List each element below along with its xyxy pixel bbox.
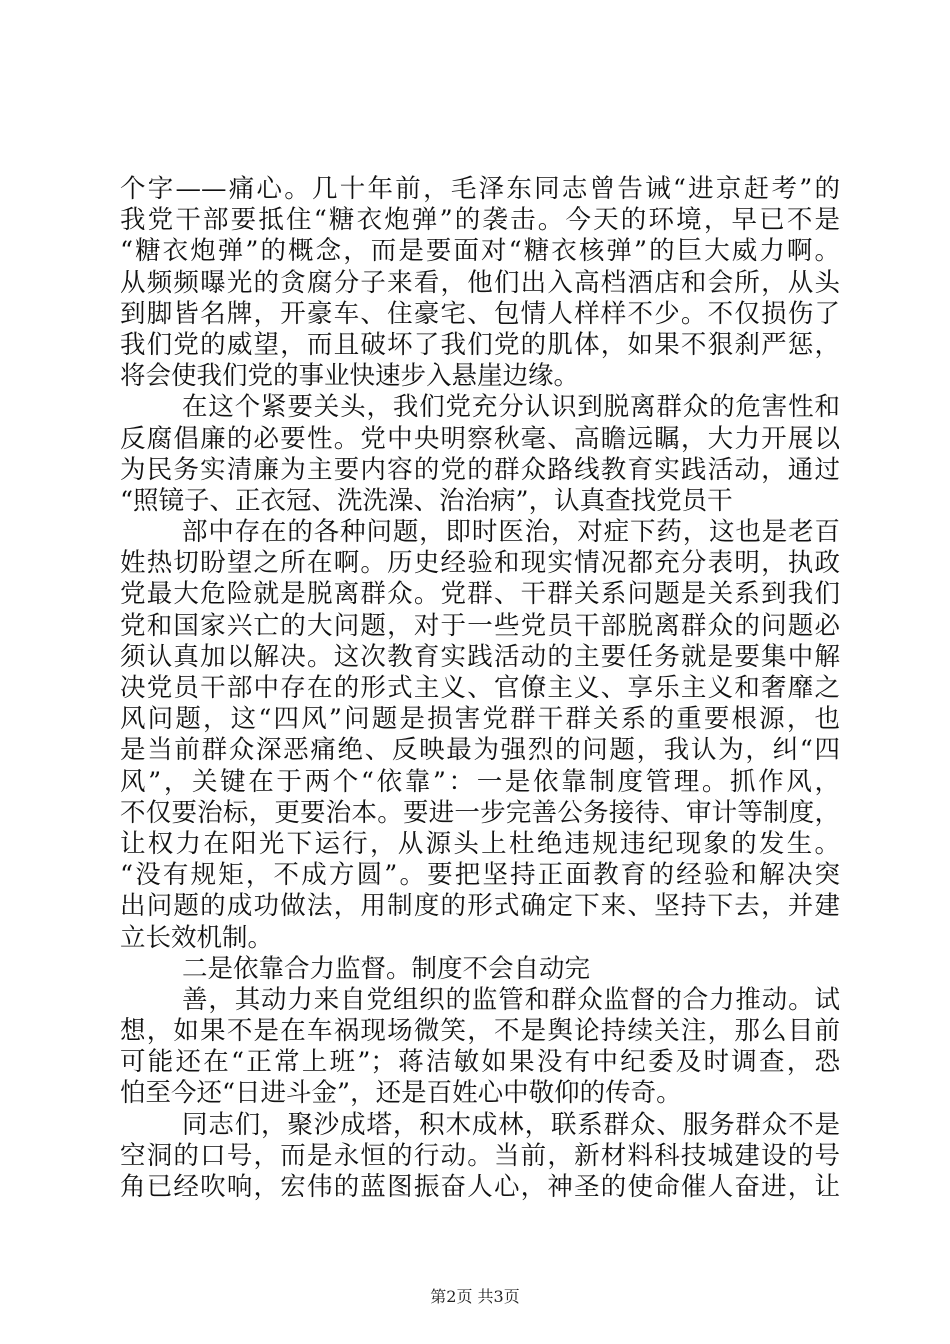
text-line: 同志们，聚沙成塔，积木成林，联系群众、服务群众不是 xyxy=(182,1109,840,1140)
text-line: 须认真加以解决。这次教育实践活动的主要任务就是要集中解 xyxy=(120,641,840,672)
text-line: 让权力在阳光下运行，从源头上杜绝违规违纪现象的发生。 xyxy=(120,828,840,859)
text-line: 风问题，这“四风”问题是损害党群干群关系的重要根源，也 xyxy=(120,704,840,735)
text-line: 姓热切盼望之所在啊。历史经验和现实情况都充分表明，执政 xyxy=(120,548,840,579)
document-body xyxy=(120,174,840,1203)
text-line: 立长效机制。 xyxy=(120,922,274,953)
text-line: 我们党的威望，而且破坏了我们党的肌体，如果不狠刹严惩， xyxy=(120,329,840,360)
text-line: 党和国家兴亡的大问题，对于一些党员干部脱离群众的问题必 xyxy=(120,610,840,641)
text-line: 从频频曝光的贪腐分子来看，他们出入高档酒店和会所，从头 xyxy=(120,267,840,298)
text-line: 想，如果不是在车祸现场微笑，不是舆论持续关注，那么目前 xyxy=(120,1016,840,1047)
text-line: 角已经吹响，宏伟的蓝图振奋人心，神圣的使命催人奋进，让 xyxy=(120,1172,840,1202)
text-line: “糖衣炮弹”的概念，而是要面对“糖衣核弹”的巨大威力啊。 xyxy=(120,236,840,267)
text-line: 怕至今还“日进斗金”，还是百姓心中敬仰的传奇。 xyxy=(120,1078,682,1109)
text-line: 个字——痛心。几十年前，毛泽东同志曾告诫“进京赶考”的 xyxy=(120,174,840,204)
text-line: 反腐倡廉的必要性。党中央明察秋毫、高瞻远瞩，大力开展以 xyxy=(120,423,840,454)
page-footer: 第2页 共3页 xyxy=(430,1287,520,1306)
text-line: 在这个紧要关头，我们党充分认识到脱离群众的危害性和 xyxy=(182,392,840,423)
text-line: 党最大危险就是脱离群众。党群、干群关系问题是关系到我们 xyxy=(120,579,840,610)
text-line: 到脚皆名牌，开豪车、住豪宅、包情人样样不少。不仅损伤了 xyxy=(120,298,840,329)
text-line: “照镜子、正衣冠、洗洗澡、治治病”，认真查找党员干 xyxy=(120,485,733,516)
text-line: “没有规矩，不成方圆”。要把坚持正面教育的经验和解决突 xyxy=(120,860,840,891)
text-line: 为民务实清廉为主要内容的党的群众路线教育实践活动，通过 xyxy=(120,454,840,485)
text-line: 决党员干部中存在的形式主义、官僚主义、享乐主义和奢靡之 xyxy=(120,673,840,703)
text-line: 风”，关键在于两个“依靠”：一是依靠制度管理。抓作风， xyxy=(120,766,840,797)
text-line: 二是依靠合力监督。制度不会自动完 xyxy=(182,953,591,984)
text-line: 部中存在的各种问题，即时医治，对症下药，这也是老百 xyxy=(182,517,840,548)
text-line: 出问题的成功做法，用制度的形式确定下来、坚持下去，并建 xyxy=(120,891,840,922)
text-line: 将会使我们党的事业快速步入悬崖边缘。 xyxy=(120,361,580,392)
text-line: 善，其动力来自党组织的监管和群众监督的合力推动。试 xyxy=(182,984,840,1015)
text-line: 是当前群众深恶痛绝、反映最为强烈的问题，我认为，纠“四 xyxy=(120,735,840,766)
text-line: 我党干部要抵住“糖衣炮弹”的袭击。今天的环境，早已不是 xyxy=(120,205,840,236)
text-line: 不仅要治标，更要治本。要进一步完善公务接待、审计等制度， xyxy=(120,797,840,828)
text-line: 可能还在“正常上班”；蒋洁敏如果没有中纪委及时调查，恐 xyxy=(120,1047,840,1078)
text-line: 空洞的口号，而是永恒的行动。当前，新材料科技城建设的号 xyxy=(120,1140,840,1171)
